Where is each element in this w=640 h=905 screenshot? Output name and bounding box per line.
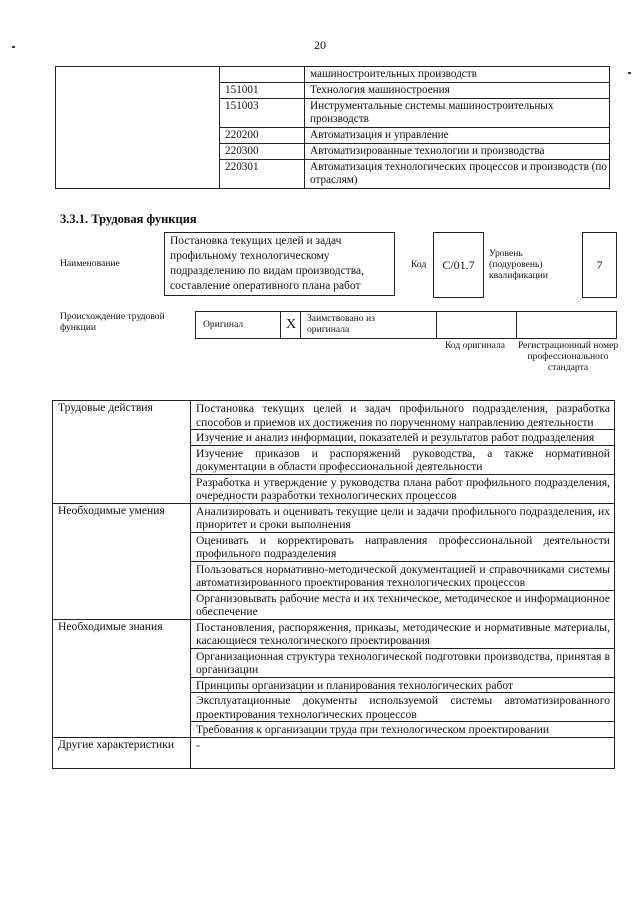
origin-label: Происхождение трудовой функции (60, 311, 165, 333)
labor-action: Разработка и утверждение у руководства плана работ профильного подразделения, очередности разработки технологических процессов (191, 474, 615, 503)
specialty-name: Автоматизация и управление (305, 128, 610, 144)
specialty-code: 151003 (220, 99, 305, 128)
origin-row (195, 311, 617, 339)
empty-cell (56, 67, 220, 189)
origin-code-cell (436, 312, 516, 338)
knowledge-item: Требования к организации труда при технологическом проектировании (191, 722, 615, 738)
table-row (53, 503, 615, 532)
code-original-caption: Код оригинала (444, 340, 506, 351)
registration-cell (516, 312, 616, 338)
knowledge-heading: Необходимые знания (53, 619, 191, 737)
level-label: Уровень (подуровень) квалификации (489, 248, 548, 281)
labor-action: Постановка текущих целей и задач профильного подразделения, разработка способов и приемов их достижения по порученному направлению деятельности (191, 401, 615, 430)
original-mark-cell (280, 312, 300, 338)
specialty-code (220, 67, 305, 83)
borrowed-label: Заимствовано из оригинала (307, 313, 375, 335)
scan-mark (628, 72, 631, 74)
specialty-code: 151001 (220, 83, 305, 99)
skill-item: Анализировать и оценивать текущие цели и задачи профильного подразделения, их приоритет и сроки выполнения (191, 503, 615, 532)
original-mark: X (286, 317, 297, 332)
specialty-name: машиностроительных производств (305, 67, 610, 83)
skill-item: Организовывать рабочие места и их техническое, методическое и информационное обеспечение (191, 590, 615, 619)
skill-item: Оценивать и корректировать направления профессиональной деятельности профильного подразделения (191, 532, 615, 561)
table-row (53, 619, 615, 648)
knowledge-item: Эксплуатационные документы используемой системы автоматизированного проектирования технологических процессов (191, 693, 615, 722)
table-row (53, 401, 615, 430)
specialty-name: Инструментальные системы машиностроительных производств (305, 99, 610, 128)
specialty-name: Технология машиностроения (305, 83, 610, 99)
original-cell (196, 312, 280, 338)
specialty-code: 220301 (220, 160, 305, 189)
knowledge-item: Организационная структура технологической подготовки производства, принятая в организации (191, 648, 615, 677)
registration-caption: Регистрационный номер профессионального стандарта (517, 340, 619, 373)
knowledge-item: Принципы организации и планирования технологических работ (191, 677, 615, 693)
specialty-code: 220300 (220, 144, 305, 160)
function-code-box: С/01.7 (433, 232, 484, 298)
name-label: Наименование (60, 258, 120, 269)
function-name-box: Постановка текущих целей и задач профильному технологическому подразделению по видам производства, составление оперативного плана работ (164, 232, 395, 296)
labor-actions-heading: Трудовые действия (53, 401, 191, 504)
other-characteristics-heading: Другие характеристики (53, 737, 191, 768)
specialty-name: Автоматизация технологических процессов и производств (по отраслям) (305, 160, 610, 189)
other-characteristics-value: - (191, 737, 615, 768)
skills-heading: Необходимые умения (53, 503, 191, 619)
knowledge-item: Постановления, распоряжения, приказы, методические и нормативные материалы, касающиеся технологического проектирования (191, 619, 615, 648)
education-table (55, 66, 610, 189)
code-label: Код (411, 259, 427, 270)
specialty-name: Автоматизированные технологии и производства (305, 144, 610, 160)
table-row (53, 737, 615, 768)
labor-action: Изучение и анализ информации, показателей и результатов работ подразделения (191, 430, 615, 446)
skill-item: Пользоваться нормативно-методической документацией и справочниками системы автоматизированного проектирования технологических процессов (191, 561, 615, 590)
specialty-code: 220200 (220, 128, 305, 144)
level-box: 7 (582, 232, 617, 298)
borrowed-cell (300, 312, 436, 338)
function-details-table (52, 400, 615, 769)
section-title: 3.3.1. Трудовая функция (60, 212, 197, 226)
original-label: Оригинал (203, 319, 244, 330)
table-row (56, 67, 610, 83)
page-number: 20 (314, 38, 326, 52)
labor-action: Изучение приказов и распоряжений руководства, а также нормативной документации в области профессиональной деятельности (191, 445, 615, 474)
